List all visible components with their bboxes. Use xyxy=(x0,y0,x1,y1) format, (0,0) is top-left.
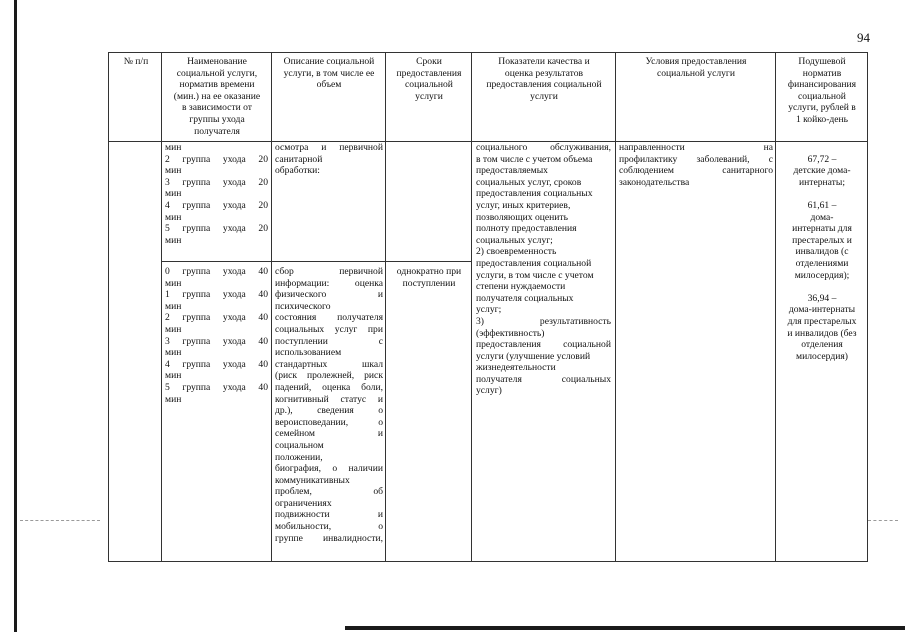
text-line xyxy=(275,301,383,313)
word: первичной xyxy=(339,142,383,153)
text-line xyxy=(619,177,773,189)
text-line: отделениями xyxy=(795,257,849,269)
word: 2) своевременность xyxy=(476,246,557,258)
text-line xyxy=(275,486,383,498)
text-line xyxy=(275,498,383,510)
quality-indicators-cell xyxy=(476,142,611,397)
header-line: услуги, рублей в xyxy=(788,102,856,114)
word: получателя xyxy=(337,312,383,324)
word: семейном xyxy=(275,428,315,440)
text-line xyxy=(275,382,383,394)
word: 3 xyxy=(165,335,170,347)
word: соблюдением xyxy=(619,165,674,177)
text-line: интернаты; xyxy=(799,176,845,188)
word: санитарного xyxy=(722,165,773,177)
word: ухода xyxy=(222,289,246,301)
word: социальных xyxy=(275,323,325,335)
word: первичной xyxy=(339,266,383,277)
services-table xyxy=(108,52,868,562)
text-line xyxy=(275,509,383,521)
word: обработки: xyxy=(275,165,320,177)
word: в том числе с учетом объема xyxy=(476,153,593,165)
header-line: Условия предоставления xyxy=(645,56,747,67)
word: о xyxy=(378,521,383,533)
word: направленности xyxy=(619,142,685,153)
word: социальной xyxy=(563,339,611,351)
word: наличии xyxy=(348,463,383,475)
header-line: финансирования xyxy=(787,79,857,91)
word: услуги, в том числе с учетом xyxy=(476,269,594,281)
word: социальных услуг, сроков xyxy=(476,176,582,188)
word: проблем, xyxy=(275,486,312,498)
scan-artifact-right xyxy=(868,520,898,522)
text-line xyxy=(476,316,611,328)
text-line xyxy=(476,270,611,282)
text-line xyxy=(165,223,268,235)
text-line: 61,61 – xyxy=(807,199,837,211)
word: предоставления социальной xyxy=(476,257,592,269)
text-line xyxy=(275,142,383,154)
text-line xyxy=(476,351,611,363)
word: физического xyxy=(275,289,327,301)
word: группа xyxy=(182,312,211,324)
text-line xyxy=(165,336,268,348)
word: и xyxy=(377,393,383,405)
word: мобильности, xyxy=(275,521,332,533)
row2-description-cell xyxy=(275,266,383,560)
word: с xyxy=(768,153,773,165)
column-divider xyxy=(615,53,616,561)
word: падений, xyxy=(275,381,312,393)
text-line: и инвалидов (без xyxy=(787,327,857,339)
header-line: социальной xyxy=(405,79,453,91)
text-line xyxy=(275,370,383,382)
word: об xyxy=(373,486,383,498)
text-line xyxy=(476,142,611,154)
text-line xyxy=(476,339,611,351)
header-line: Подушевой xyxy=(798,56,846,67)
text-line xyxy=(165,289,268,301)
header-cell-number xyxy=(111,56,161,68)
word: группа xyxy=(182,266,211,277)
word: группе xyxy=(275,532,303,544)
word: группа xyxy=(182,176,211,188)
word: осмотра xyxy=(275,142,309,153)
word: боли, xyxy=(361,381,383,393)
text-line xyxy=(165,235,268,247)
header-cell-conditions xyxy=(617,56,775,79)
header-line: Описание социальной xyxy=(283,56,375,67)
word: на xyxy=(763,142,773,153)
word: 3 xyxy=(165,176,170,188)
text-line xyxy=(275,289,383,301)
word: 20 xyxy=(258,199,268,211)
text-line: милосердия); xyxy=(794,269,850,281)
word: ухода xyxy=(222,312,246,324)
word: предоставления xyxy=(476,339,541,351)
text-line xyxy=(275,312,383,324)
text-line xyxy=(476,362,611,374)
word: 40 xyxy=(258,266,268,277)
text-line xyxy=(476,188,611,200)
funding-norm-cell xyxy=(778,142,866,362)
scan-left-edge xyxy=(14,0,17,632)
word: группа xyxy=(182,153,211,165)
text-line xyxy=(275,417,383,429)
header-line: услуги, в том числе ее xyxy=(283,67,375,79)
word: результативность xyxy=(539,315,611,327)
text-line: интернаты для xyxy=(792,223,852,235)
header-line: предоставления xyxy=(396,67,462,79)
text-line xyxy=(476,385,611,397)
word: социальном xyxy=(275,439,324,451)
word: шкал xyxy=(361,358,383,370)
row1-service-name-cell xyxy=(165,142,268,246)
word: 20 xyxy=(258,223,268,235)
header-line: социальной услуги xyxy=(656,67,735,79)
word: 2 xyxy=(165,153,170,165)
word: мин xyxy=(165,300,182,312)
word: биография, xyxy=(275,463,321,475)
text-line xyxy=(275,324,383,336)
word: о xyxy=(378,405,383,417)
text-line: 36,94 – xyxy=(807,292,837,304)
word: 40 xyxy=(258,358,268,370)
word: жизнедеятельности xyxy=(476,362,556,374)
word: мин xyxy=(165,142,182,153)
text-line xyxy=(778,188,866,200)
word: 40 xyxy=(258,381,268,393)
word: группа xyxy=(182,223,211,235)
word: группа xyxy=(182,381,211,393)
word: оценка xyxy=(322,381,351,393)
word: заболеваний, xyxy=(696,153,750,165)
header-line: Наименование xyxy=(187,56,247,67)
text-line xyxy=(476,293,611,305)
text-line xyxy=(476,165,611,177)
header-line: группы ухода xyxy=(189,113,245,125)
word: 5 xyxy=(165,381,170,393)
text-line xyxy=(275,278,383,290)
text-line xyxy=(165,394,268,406)
header-line: в зависимости от xyxy=(182,102,252,114)
text-line xyxy=(476,223,611,235)
word: ухода xyxy=(222,381,246,393)
word: группа xyxy=(182,358,211,370)
word: получателя xyxy=(476,373,522,385)
text-line: дома- xyxy=(810,211,834,223)
text-line xyxy=(476,281,611,293)
page-number: 94 xyxy=(857,30,870,45)
header-line: № п/п xyxy=(123,56,149,67)
text-line: 67,72 – xyxy=(807,153,837,165)
word: с xyxy=(378,335,383,347)
scan-artifact-left xyxy=(20,520,100,522)
text-line xyxy=(165,188,268,200)
text-line xyxy=(275,475,383,487)
text-line xyxy=(476,235,611,247)
text-line xyxy=(165,165,268,177)
header-line: 1 койко-день xyxy=(795,113,849,125)
text-line xyxy=(476,154,611,166)
text-line xyxy=(778,142,866,154)
word: степени нуждаемости xyxy=(476,281,566,293)
text-line xyxy=(476,328,611,340)
row2-terms-cell xyxy=(388,266,470,289)
word: и xyxy=(377,509,383,521)
text-line xyxy=(165,212,268,224)
text-line: детские дома- xyxy=(793,165,851,177)
word: использованием xyxy=(275,347,342,359)
word: коммуникативных xyxy=(275,474,350,486)
header-cell-terms xyxy=(387,56,471,102)
header-line: Показатели качества и xyxy=(498,56,590,67)
text-line xyxy=(165,347,268,359)
word: санитарной xyxy=(275,153,323,165)
text-line xyxy=(165,142,268,154)
word: ухода xyxy=(222,223,246,235)
text-line xyxy=(476,212,611,224)
word: группа xyxy=(182,289,211,301)
text-line xyxy=(476,304,611,316)
text-line xyxy=(275,452,383,464)
word: 5 xyxy=(165,223,170,235)
text-line xyxy=(165,370,268,382)
word: 20 xyxy=(258,153,268,165)
word: социальных xyxy=(561,373,611,385)
word: ухода xyxy=(222,153,246,165)
word: состояния xyxy=(275,312,317,324)
text-line xyxy=(165,177,268,189)
row1-description-cell xyxy=(275,142,383,177)
text-line: дома-интернаты xyxy=(788,304,856,316)
text-line xyxy=(778,281,866,293)
word: 1 xyxy=(165,289,170,301)
word: (эффективность) xyxy=(476,327,545,339)
word: сведения xyxy=(317,405,354,417)
word: социальных услуг; xyxy=(476,234,553,246)
word: профилактику xyxy=(619,153,678,165)
word: обслуживания, xyxy=(550,142,611,153)
word: услуг xyxy=(334,323,358,335)
text-line xyxy=(275,428,383,440)
word: стандартных xyxy=(275,358,328,370)
word: мин xyxy=(165,277,182,289)
text-line xyxy=(275,266,383,278)
conditions-cell xyxy=(619,142,773,188)
text-line xyxy=(275,405,383,417)
header-line: услуги xyxy=(530,90,558,102)
word: 4 xyxy=(165,358,170,370)
word: ухода xyxy=(222,199,246,211)
column-divider xyxy=(471,53,472,561)
text-line xyxy=(275,347,383,359)
word: оценка xyxy=(354,277,383,289)
word: 40 xyxy=(258,312,268,324)
word: положении, xyxy=(275,451,323,463)
row2-service-name-cell xyxy=(165,266,268,405)
text-line xyxy=(165,266,268,278)
word: услуги (улучшение условий xyxy=(476,350,591,362)
word: о xyxy=(332,463,338,475)
word: мин xyxy=(165,234,182,246)
text-line: однократно при xyxy=(396,266,462,277)
word: пролежней, xyxy=(306,370,355,382)
text-line xyxy=(165,382,268,394)
text-line xyxy=(476,200,611,212)
text-line: престарелых и xyxy=(792,234,852,246)
header-line: норматив xyxy=(802,67,842,79)
word: сбор xyxy=(275,266,294,277)
word: (риск xyxy=(275,370,298,382)
word: мин xyxy=(165,347,182,359)
text-line xyxy=(275,359,383,371)
word: услуг) xyxy=(476,385,502,397)
header-cell-norm xyxy=(777,56,867,126)
text-line xyxy=(619,142,773,154)
text-line xyxy=(275,154,383,166)
word: 40 xyxy=(258,335,268,347)
header-line: получателя xyxy=(194,125,240,137)
text-line: милосердия) xyxy=(796,350,848,362)
word: ограничениях xyxy=(275,497,332,509)
text-line xyxy=(165,200,268,212)
text-line xyxy=(275,533,383,545)
text-line xyxy=(619,154,773,166)
word: ухода xyxy=(222,335,246,347)
text-line xyxy=(275,394,383,406)
text-line xyxy=(165,154,268,166)
word: и xyxy=(377,289,383,301)
text-line xyxy=(275,463,383,475)
header-cell-description xyxy=(273,56,385,91)
word: 3) xyxy=(476,315,484,327)
word: мин xyxy=(165,211,182,223)
word: др.), xyxy=(275,405,293,417)
text-line xyxy=(275,521,383,533)
word: ухода xyxy=(222,176,246,188)
column-divider xyxy=(161,53,162,561)
word: услуг, иных критериев, xyxy=(476,199,571,211)
text-line xyxy=(275,165,383,177)
header-cell-service-name xyxy=(163,56,271,137)
text-line xyxy=(165,359,268,371)
word: получателя социальных xyxy=(476,292,574,304)
word: статус xyxy=(340,393,367,405)
text-line xyxy=(476,177,611,189)
text-line xyxy=(476,374,611,386)
word: позволяющих оценить xyxy=(476,211,568,223)
word: 20 xyxy=(258,176,268,188)
header-line: (мин.) на ее оказание xyxy=(173,90,261,102)
text-line: поступлении xyxy=(402,277,456,289)
word: мин xyxy=(165,393,182,405)
header-line: оценка результатов xyxy=(504,67,584,79)
text-line xyxy=(165,301,268,313)
word: мин xyxy=(165,323,182,335)
text-line xyxy=(165,278,268,290)
header-line: социальной услуги, xyxy=(176,67,258,79)
word: поступлении xyxy=(275,335,328,347)
word: при xyxy=(367,323,383,335)
word: ухода xyxy=(222,358,246,370)
word: группа xyxy=(182,199,211,211)
word: услуг; xyxy=(476,304,502,316)
word: социального xyxy=(476,142,528,153)
row-divider xyxy=(161,261,471,262)
text-line xyxy=(619,165,773,177)
header-line: норматив времени xyxy=(179,79,255,91)
header-line: предоставления социальной xyxy=(486,79,602,91)
word: инвалидности, xyxy=(323,532,383,544)
text-line: инвалидов (с xyxy=(795,246,849,258)
word: вероисповедании, xyxy=(275,416,349,428)
word: мин xyxy=(165,165,182,177)
text-line xyxy=(275,336,383,348)
text-line xyxy=(275,440,383,452)
word: и xyxy=(321,142,327,153)
word: законодательства xyxy=(619,176,690,188)
header-line: услуги xyxy=(415,90,443,102)
word: предоставления социальных xyxy=(476,188,593,200)
text-line xyxy=(165,312,268,324)
text-line: для престарелых xyxy=(787,315,857,327)
header-line: социальной xyxy=(798,90,846,102)
header-line: Сроки xyxy=(416,56,442,67)
word: риск xyxy=(364,370,383,382)
word: полноту предоставления xyxy=(476,223,577,235)
text-line xyxy=(476,246,611,258)
word: о xyxy=(378,416,383,428)
header-cell-quality xyxy=(473,56,615,102)
word: когнитивный xyxy=(275,393,329,405)
word: группа xyxy=(182,335,211,347)
text-line: отделения xyxy=(801,339,843,351)
word: подвижности xyxy=(275,509,330,521)
word: 2 xyxy=(165,312,170,324)
word: психического xyxy=(275,300,331,312)
word: 40 xyxy=(258,289,268,301)
scan-bottom-edge xyxy=(345,626,905,630)
column-divider xyxy=(385,53,386,561)
text-line xyxy=(165,324,268,336)
word: информации: xyxy=(275,277,330,289)
text-line xyxy=(476,258,611,270)
word: предоставляемых xyxy=(476,165,548,177)
word: ухода xyxy=(222,266,246,277)
column-divider xyxy=(271,53,272,561)
word: мин xyxy=(165,370,182,382)
word: и xyxy=(377,428,383,440)
header-line: объем xyxy=(316,79,342,91)
word: мин xyxy=(165,188,182,200)
word: 0 xyxy=(165,266,170,277)
word: 4 xyxy=(165,199,170,211)
column-divider xyxy=(775,53,776,561)
